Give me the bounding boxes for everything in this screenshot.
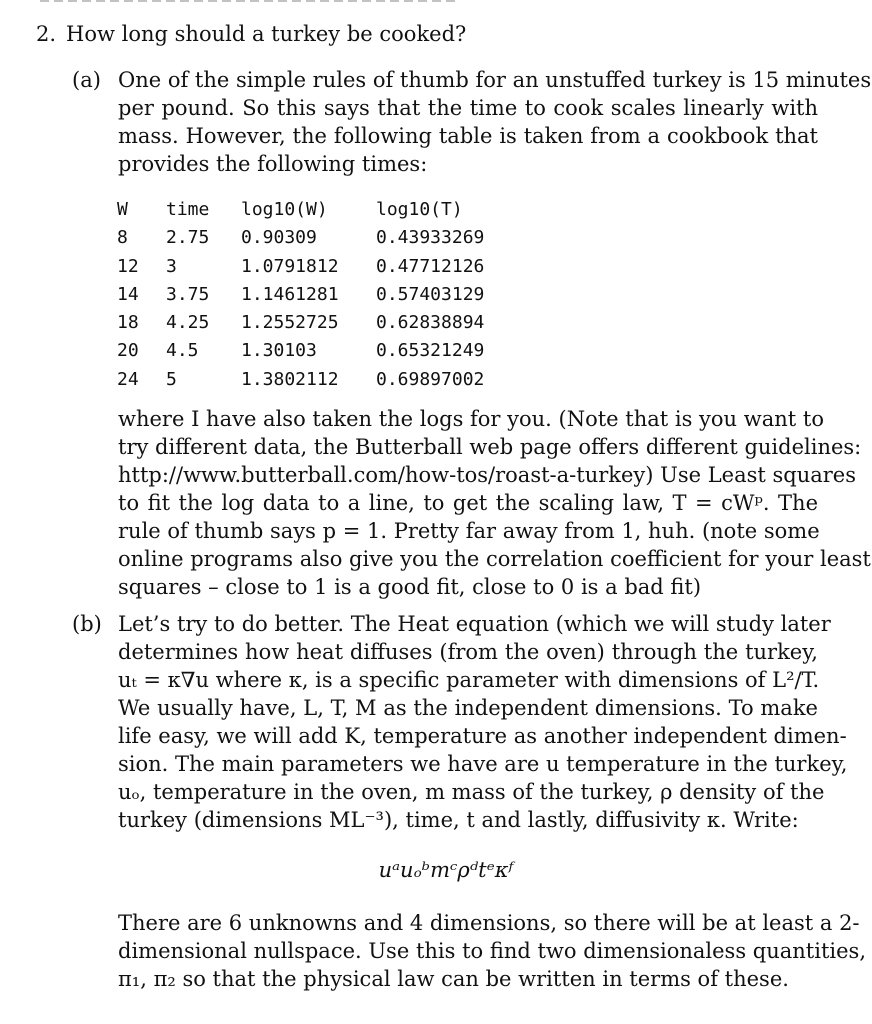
table-header-cell: log10(W) <box>241 199 328 220</box>
text-line: squares – close to 1 is a good fit, close to 0 is a bad fit) <box>118 575 702 599</box>
text-line: to fit the log data to a line, to get the scaling law, T = cWᵖ. The <box>118 491 818 515</box>
table-cell: 4.5 <box>166 340 199 362</box>
text-line: where I have also taken the logs for you. (Note that is you want to <box>118 407 824 431</box>
table-cell: 0.57403129 <box>376 283 485 305</box>
table-cell: 0.69897002 <box>376 368 485 390</box>
table-header-cell: W <box>117 199 128 220</box>
table-cell: 1.0791812 <box>241 255 339 277</box>
table-cell: 0.65321249 <box>376 340 485 362</box>
text-line: Let’s try to do better. The Heat equation (which we will study later <box>118 612 831 636</box>
question-number: 2. <box>36 22 57 46</box>
table-cell: 1.30103 <box>241 340 317 362</box>
question-heading <box>36 20 466 48</box>
table-cell: 1.1461281 <box>241 283 339 305</box>
table-cell: 1.2552725 <box>241 312 339 334</box>
text-line: http://www.butterball.com/how-tos/roast-a-turkey) Use Least squares <box>118 463 857 487</box>
table-header-cell: log10(T) <box>376 199 463 220</box>
cropped-previous-line <box>40 0 460 3</box>
table-cell: 3 <box>166 255 177 277</box>
text-line: try different data, the Butterball web page offers different guidelines: <box>118 435 862 459</box>
text-line: We usually have, L, T, M as the independent dimensions. To make <box>118 696 818 720</box>
table-cell: 14 <box>117 283 139 305</box>
text-line: mass. However, the following table is taken from a cookbook that <box>118 124 818 148</box>
table-cell: 12 <box>117 255 139 277</box>
part-b-body <box>118 610 848 834</box>
text-line: dimensional nullspace. Use this to find two dimensionaless quantities, <box>118 939 866 963</box>
table-cell: 18 <box>117 312 139 334</box>
table-cell: 0.43933269 <box>376 227 485 249</box>
table-cell: 3.75 <box>166 283 210 305</box>
part-a-after-table <box>118 405 871 601</box>
dimensional-equation: uᵃuₒᵇmᶜρᵈtᵉκᶠ <box>378 858 514 882</box>
text-line: rule of thumb says p = 1. Pretty far away from 1, huh. (note some <box>118 519 820 543</box>
text-line: determines how heat diffuses (from the oven) through the turkey, <box>118 640 818 664</box>
text-line: One of the simple rules of thumb for an unstuffed turkey is 15 minutes <box>118 68 872 92</box>
text-line: π₁, π₂ so that the physical law can be written in terms of these. <box>118 967 789 991</box>
table-cell: 0.62838894 <box>376 312 485 334</box>
text-line: sion. The main parameters we have are u temperature in the turkey, <box>118 752 848 776</box>
table-cell: 24 <box>117 368 139 390</box>
text-line: uₜ = κ∇u where κ, is a specific parameter with dimensions of L²/T. <box>118 668 820 692</box>
question-title: How long should a turkey be cooked? <box>66 22 467 46</box>
table-cell: 5 <box>166 368 177 390</box>
table-cell: 8 <box>117 227 128 249</box>
table-cell: 1.3802112 <box>241 368 339 390</box>
part-a-intro <box>118 66 872 178</box>
text-line: online programs also give you the correlation coefficient for your least <box>118 547 871 571</box>
table-cell: 0.47712126 <box>376 255 485 277</box>
table-cell: 0.90309 <box>241 227 317 249</box>
text-line: turkey (dimensions ML⁻³), time, t and lastly, diffusivity κ. Write: <box>118 808 799 832</box>
part-b-label: (b) <box>72 612 102 636</box>
table-cell: 20 <box>117 340 139 362</box>
text-line: per pound. So this says that the time to cook scales linearly with <box>118 96 818 120</box>
table-header-cell: time <box>166 199 210 220</box>
part-a-label: (a) <box>72 68 101 92</box>
table-cell: 2.75 <box>166 227 210 249</box>
table-cell: 4.25 <box>166 312 210 334</box>
text-line: uₒ, temperature in the oven, m mass of the turkey, ρ density of the <box>118 780 825 804</box>
text-line: life easy, we will add K, temperature as another independent dimen- <box>118 724 847 748</box>
text-line: provides the following times: <box>118 152 428 176</box>
text-line: There are 6 unknowns and 4 dimensions, so there will be at least a 2- <box>118 911 860 935</box>
part-b-closing-text <box>118 909 866 993</box>
